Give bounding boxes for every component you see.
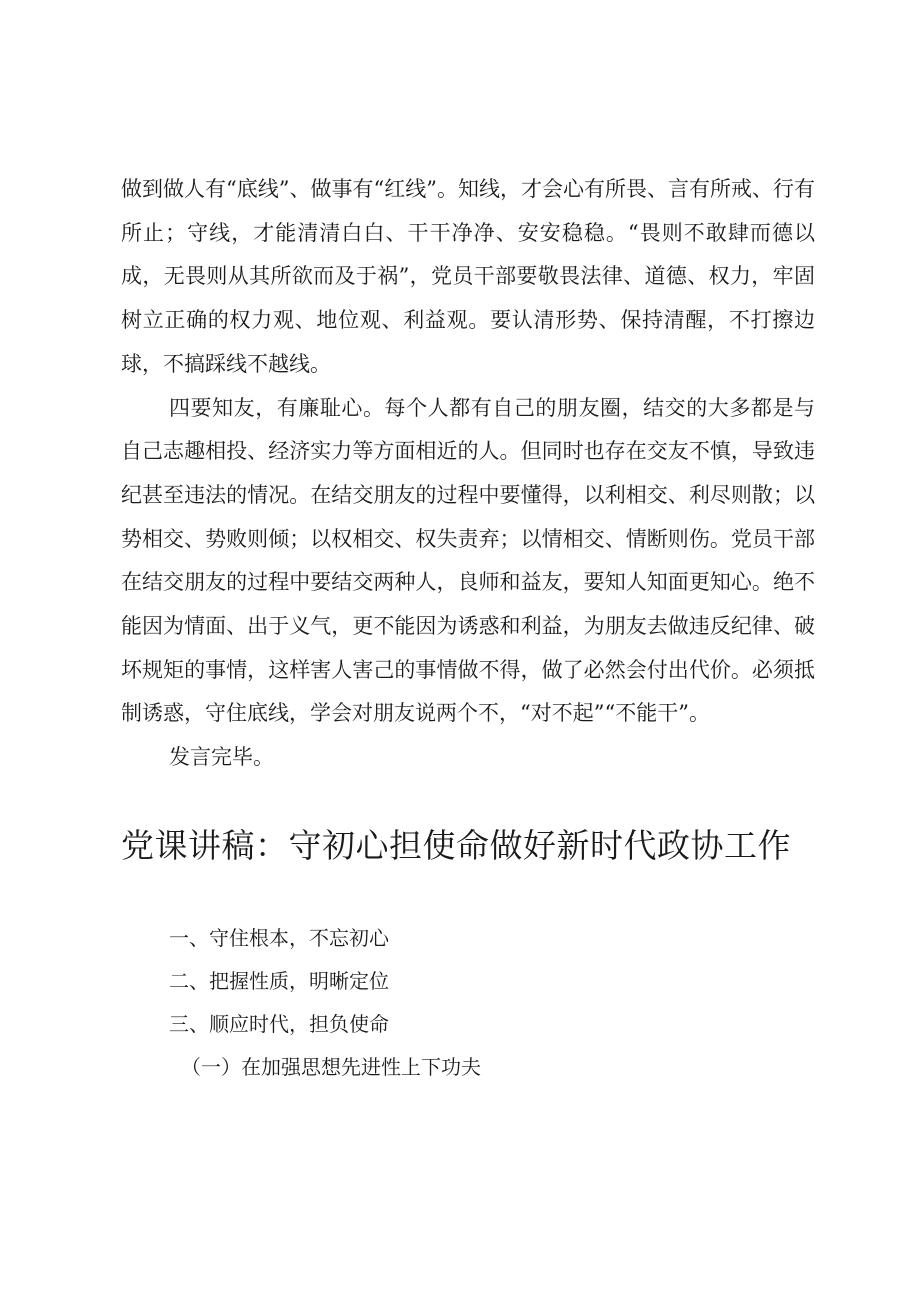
outline-item-3: 三、顺应时代，担负使命 <box>169 1012 389 1036</box>
outline-subitem-1: （一）在加强思想先进性上下功夫 <box>181 1055 481 1079</box>
outline-item-1: 一、守住根本，不忘初心 <box>169 926 389 950</box>
lecture-heading: 党课讲稿：守初心担使命做好新时代政协工作 <box>121 826 791 865</box>
closing-remark: 发言完毕。 <box>169 745 274 770</box>
paragraph-know-friends: 四要知友，有廉耻心。每个人都有自己的朋友圈，结交的大多都是与自己志趣相投、经济实力等方面相近的人。但同时也存在交友不慎，导致违纪甚至违法的情况。在结交朋友的过程中要懂得，以利相交、利尽则散；以势相交、势败则倾；以权相交、权失责弃；以情相交、情断则伤。党员干部在结交朋友的过程中要结交两种人，良师和益友，要知人知面更知心。绝不能因为情面、出于义气，更不能因为诱惑和利益，为朋友去做违反纪律、破坏规矩的事情，这样害人害己的事情做不得，做了必然会付出代价。必须抵制诱惑，守住底线，学会对朋友说两个不，“对不起”“不能干”。 <box>121 395 815 726</box>
paragraph-bottom-line: 做到做人有“底线”、做事有“红线”。知线，才会心有所畏、言有所戒、行有所止；守线，才能清清白白、干干净净、安安稳稳。“畏则不敢肆而德以成，无畏则从其所欲而及于祸”，党员干部要敬畏法律、道德、权力，牢固树立正确的权力观、地位观、利益观。要认清形势、保持清醒，不打擦边球，不搞踩线不越线。 <box>121 177 815 376</box>
lecture-outline <box>169 917 481 1089</box>
body-text <box>121 168 815 780</box>
outline-item-2: 二、把握性质，明晰定位 <box>169 969 389 993</box>
